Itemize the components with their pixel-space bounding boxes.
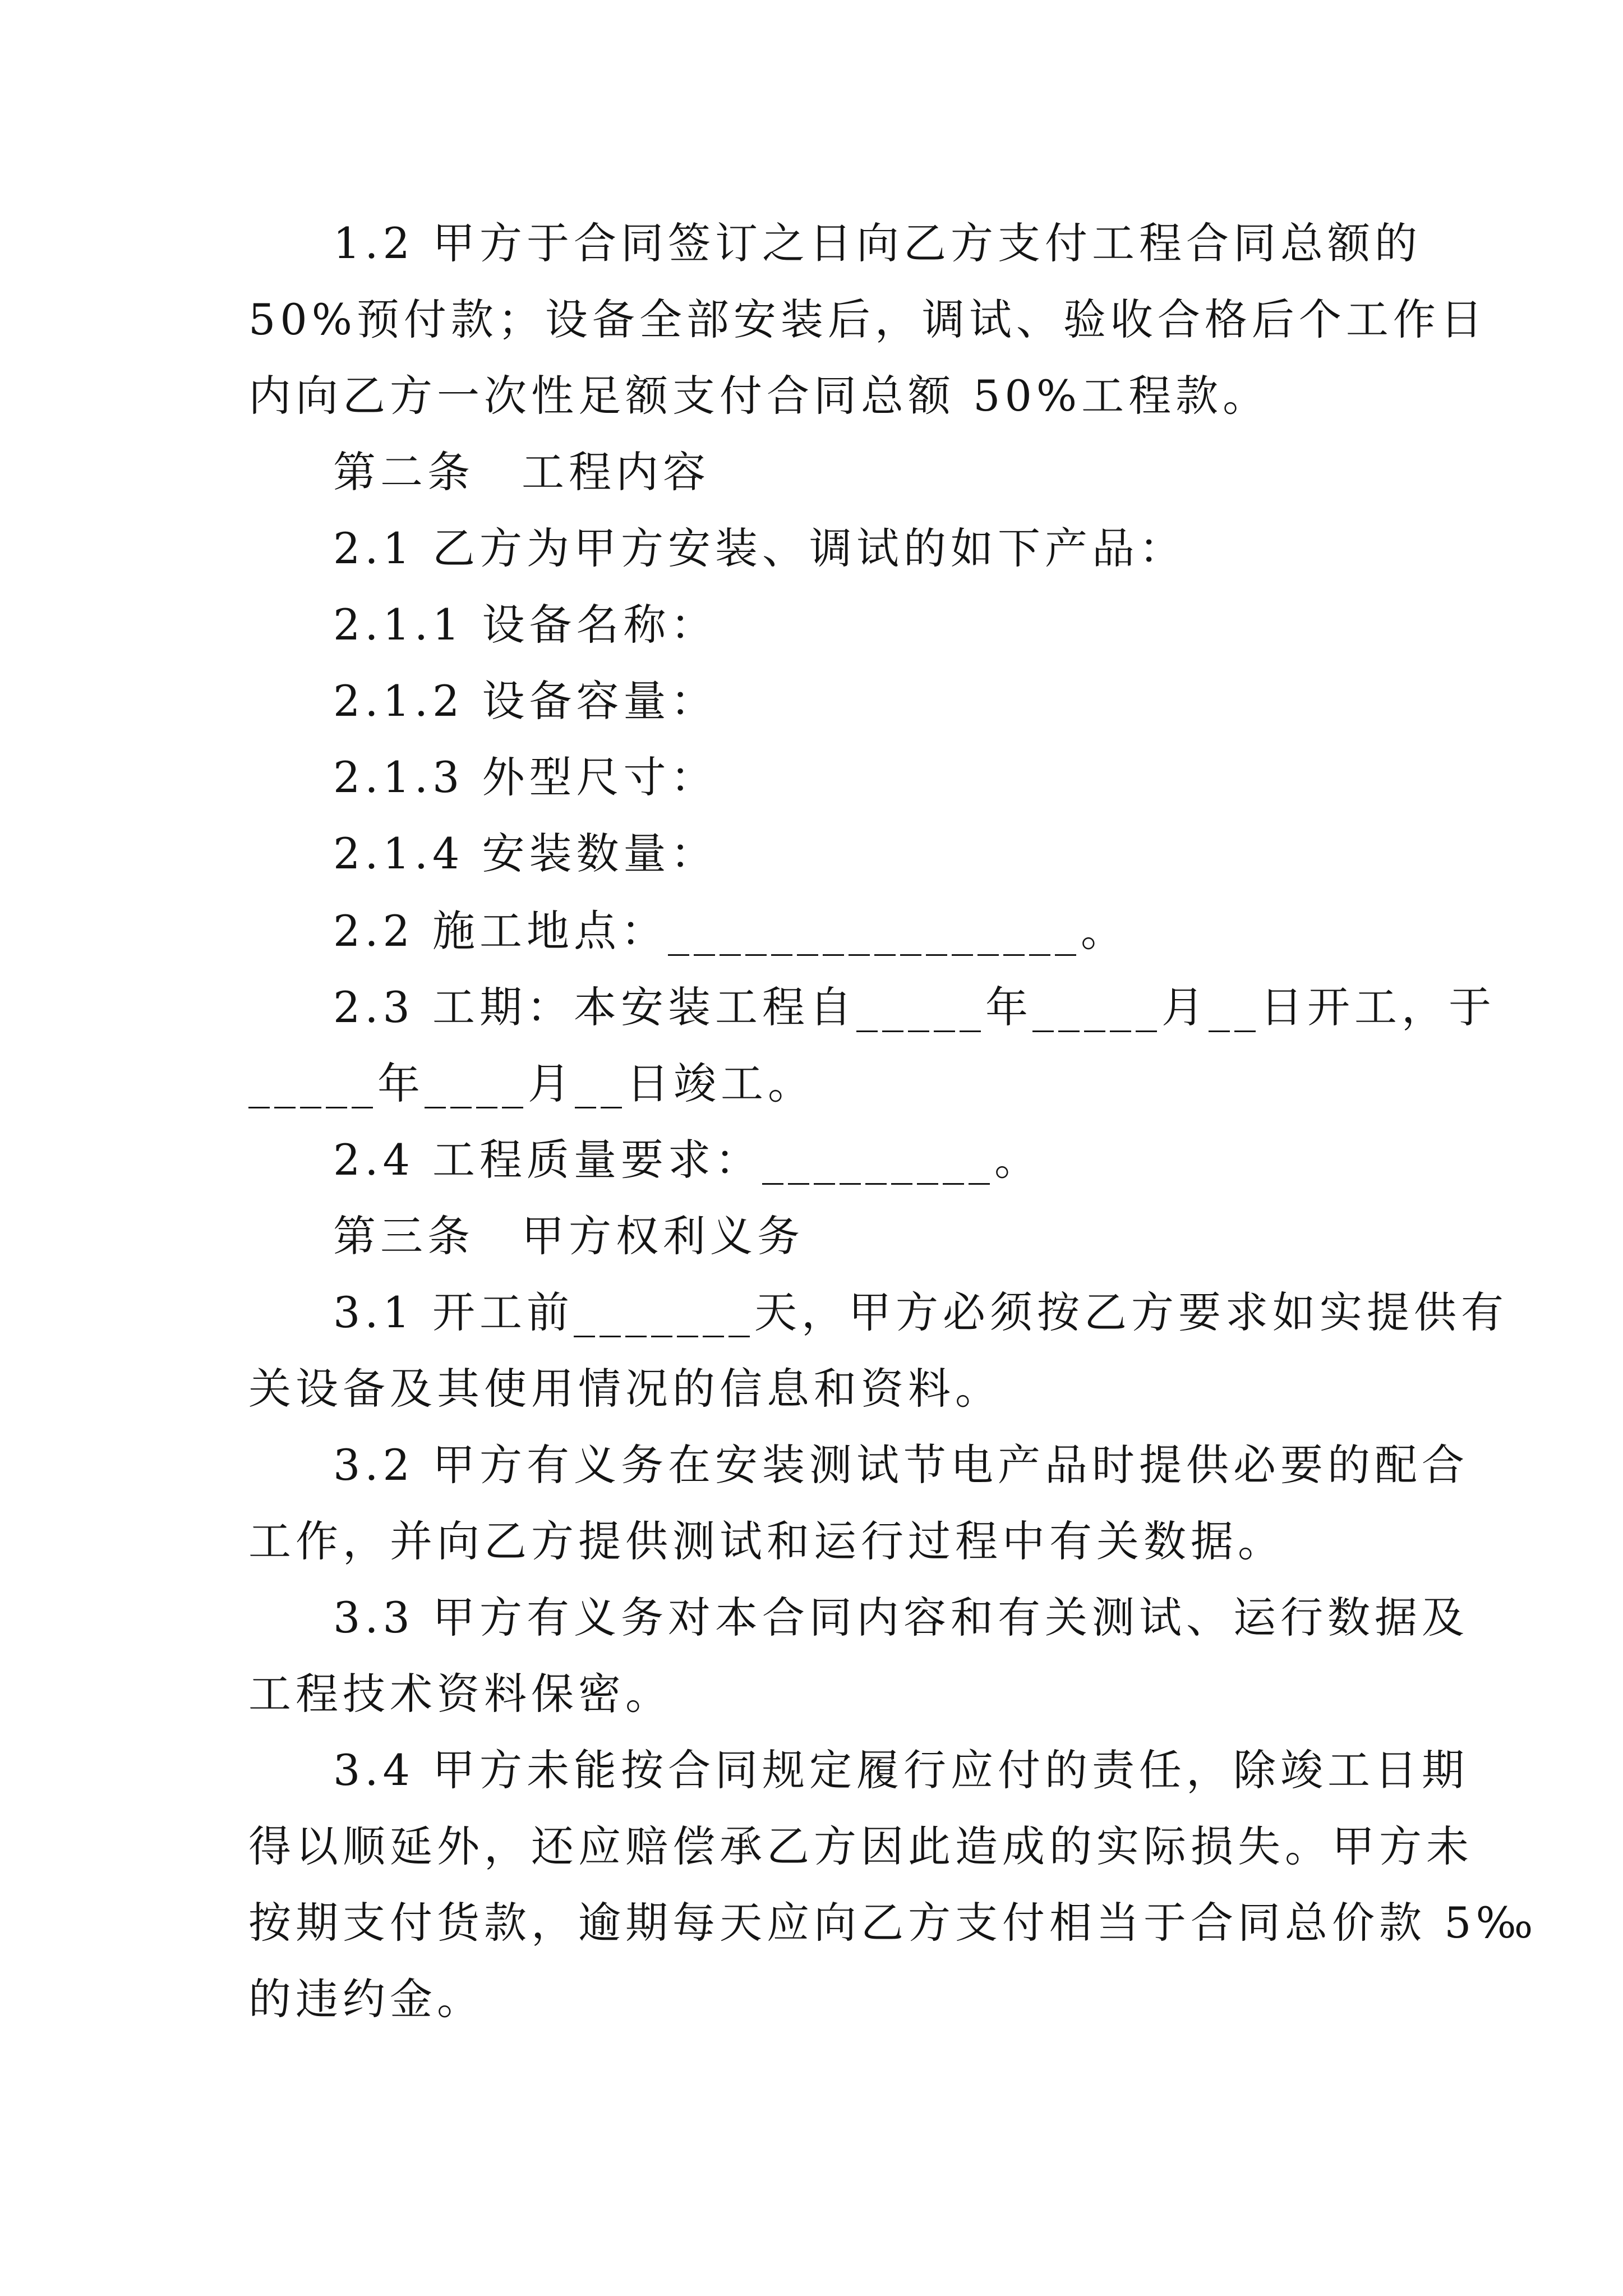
text-line: 1.2 甲方于合同签订之日向乙方支付工程合同总额的 <box>333 218 1422 268</box>
text-line: 3.3 甲方有义务对本合同内容和有关测试、运行数据及 <box>333 1593 1469 1642</box>
text-line: 2.1.3 外型尺寸： <box>333 752 718 802</box>
text-line: 3.1 开工前_______天，甲方必须按乙方要求如实提供有 <box>333 1287 1509 1337</box>
text-line: 2.2 施工地点：________________。 <box>333 906 1128 956</box>
heading-line: 第二条 工程内容 <box>333 447 710 497</box>
text-line: 关设备及其使用情况的信息和资料。 <box>248 1364 1002 1414</box>
text-line: 工作，并向乙方提供测试和运行过程中有关数据。 <box>248 1516 1285 1566</box>
text-line: 2.1.4 安装数量： <box>333 829 718 878</box>
text-line: 的违约金。 <box>248 1974 484 2024</box>
text-line: 2.1 乙方为甲方安装、调试的如下产品： <box>333 523 1187 573</box>
text-line: 工程技术资料保密。 <box>248 1669 672 1719</box>
text-line: _____年____月__日竣工。 <box>248 1059 815 1108</box>
text-line: 2.3 工期：本安装工程自_____年_____月__日开工，于 <box>333 982 1496 1032</box>
text-line: 2.4 工程质量要求：_________。 <box>333 1135 1042 1185</box>
text-line: 3.4 甲方未能按合同规定履行应付的责任，除竣工日期 <box>333 1745 1469 1795</box>
text-line: 2.1.1 设备名称： <box>333 600 718 650</box>
text-line: 内向乙方一次性足额支付合同总额 50%工程款。 <box>248 371 1270 421</box>
text-line: 按期支付货款，逾期每天应向乙方支付相当于合同总价款 5‰ <box>248 1898 1538 1948</box>
text-line: 2.1.2 设备容量： <box>333 676 718 726</box>
text-line: 50%预付款；设备全部安装后，调试、验收合格后个工作日 <box>248 295 1487 344</box>
heading-line: 第三条 甲方权利义务 <box>333 1211 804 1261</box>
text-line: 3.2 甲方有义务在安装测试节电产品时提供必要的配合 <box>333 1440 1469 1490</box>
text-line: 得以顺延外，还应赔偿承乙方因此造成的实际损失。甲方未 <box>248 1821 1473 1871</box>
